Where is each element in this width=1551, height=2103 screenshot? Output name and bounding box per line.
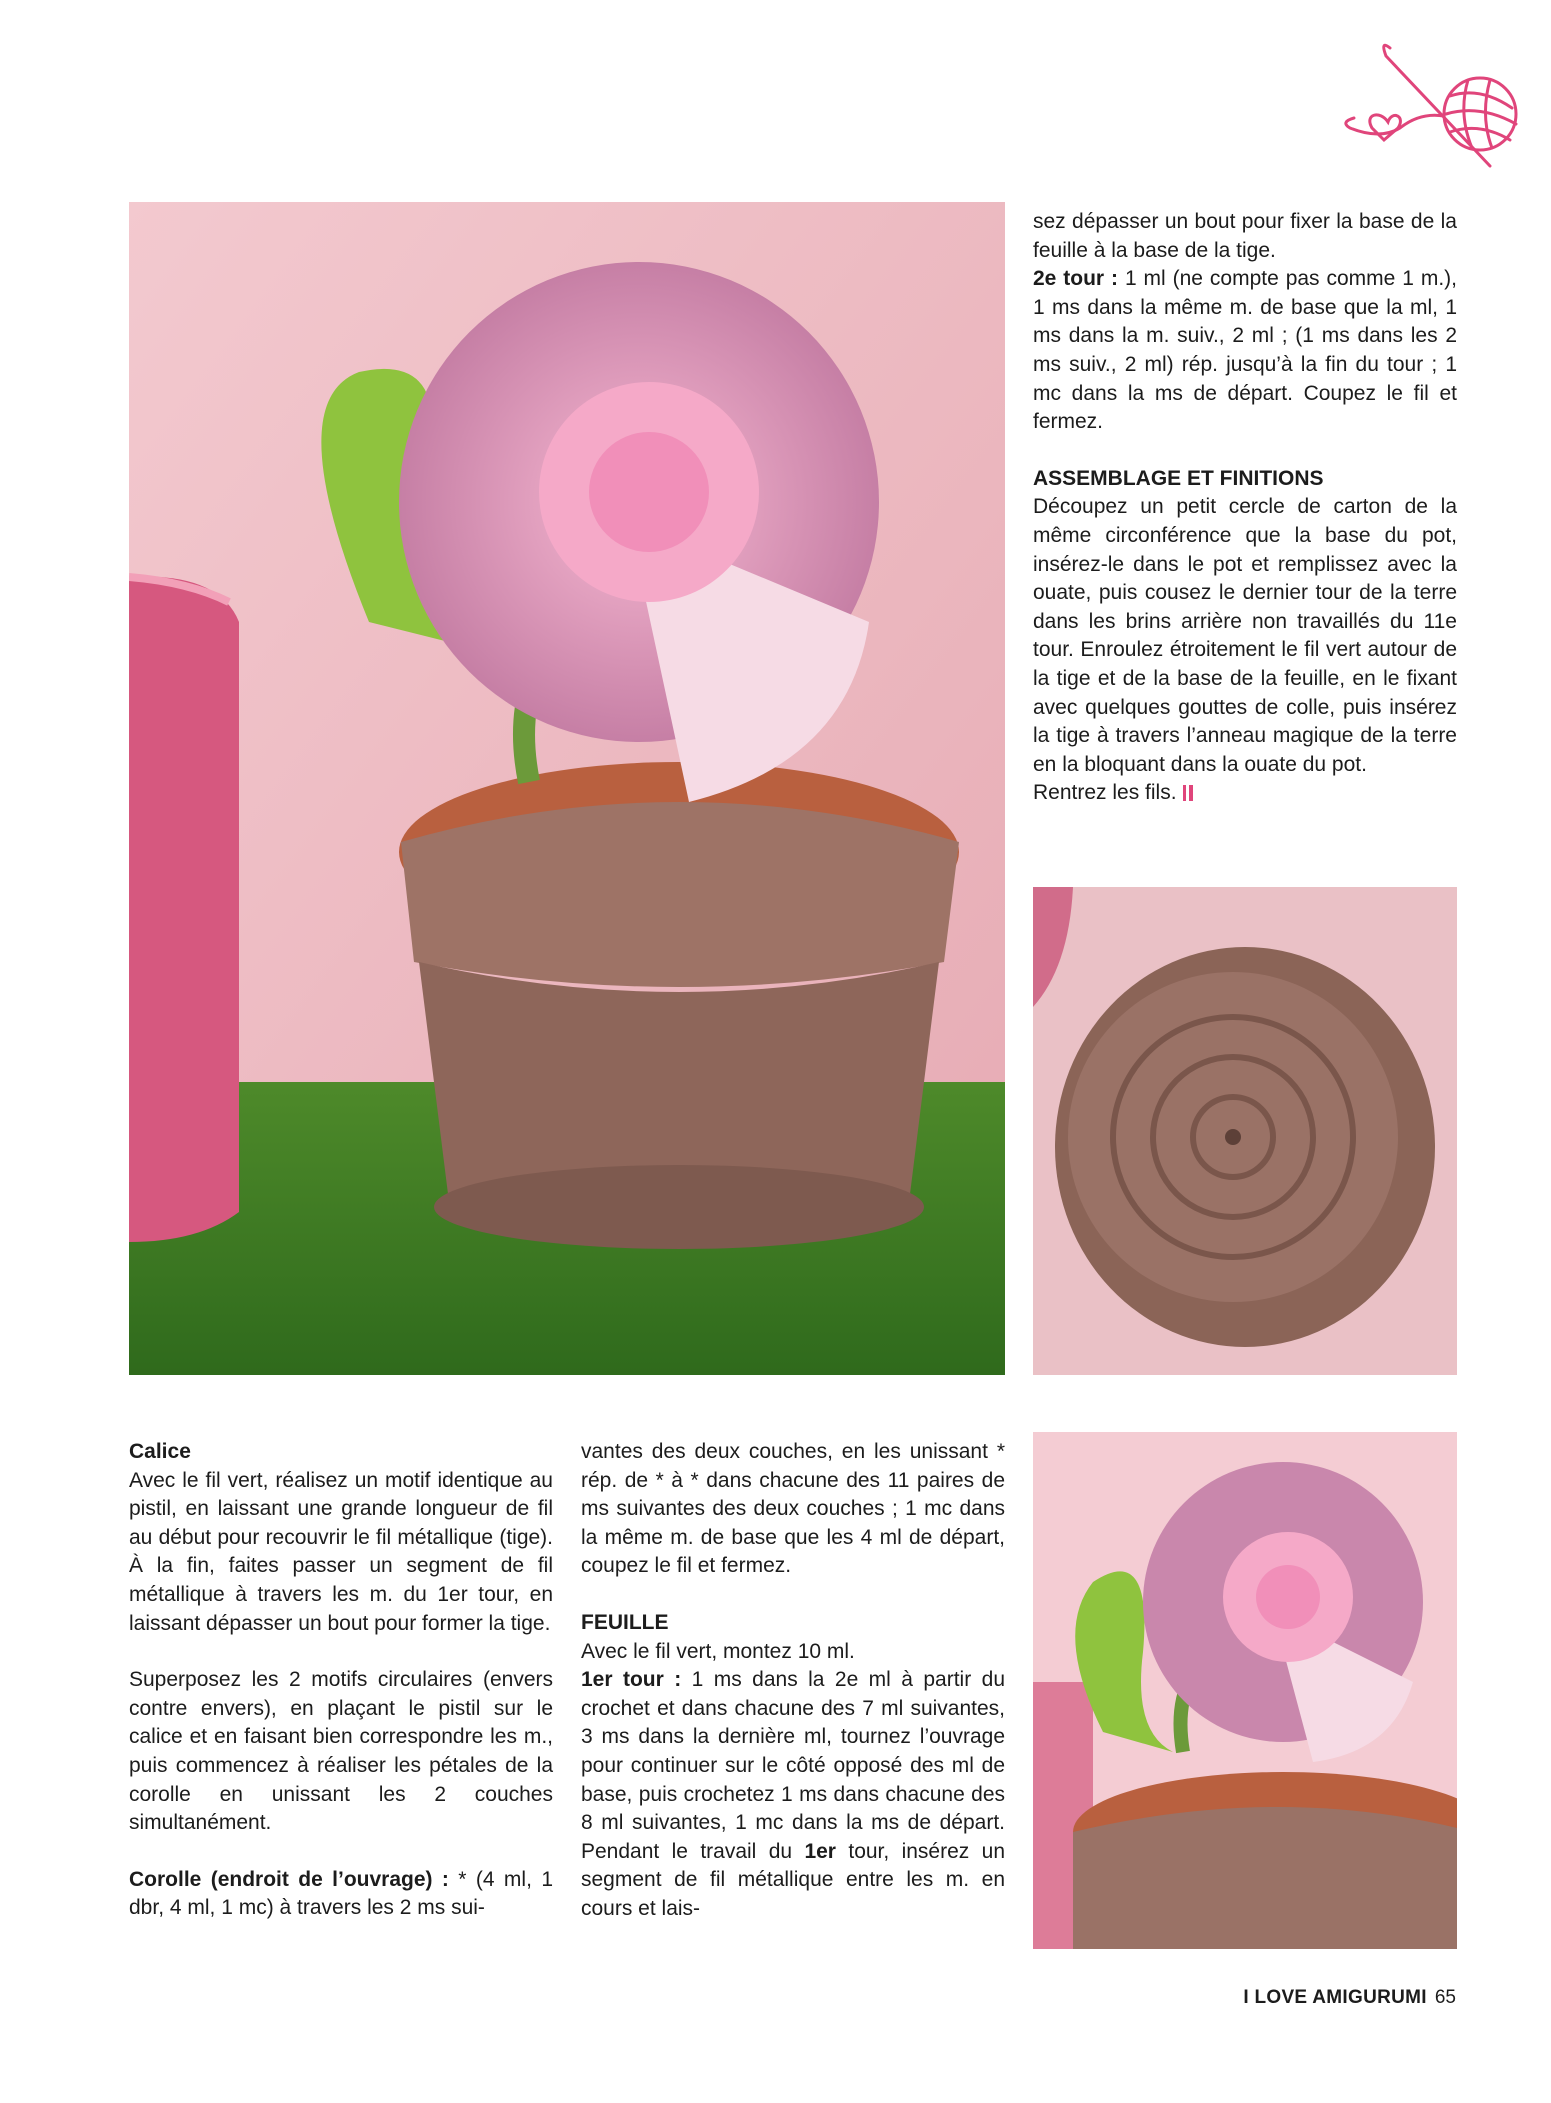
page-number: 65	[1434, 1987, 1456, 2008]
text-column-left	[129, 1438, 553, 1923]
paragraph: Découpez un petit cercle de carton de la même circonférence que la base du pot, insérez-le dans le pot et remplissez avec la ouate, puis cousez le dernier tour de la terre dans les brins arrière non travaillés du 11e tour. Enroulez étroitement le fil vert autour de la tige et de la base de la feuille, en le fixant avec quelques gouttes de colle, puis insérez la tige à travers l’anneau magique de la terre en la bloquant dans la ouate du pot.	[1033, 495, 1457, 776]
text-column-middle	[581, 1438, 1005, 1924]
paragraph: vantes des deux couches, en les unissant * rép. de * à * dans chacune des 11 paires de ms suivantes des deux couches ; 1 mc dans la même m. de base que les 4 ml de départ, coupez le fil et fermez.	[581, 1440, 1005, 1578]
bold-text: 1er	[804, 1839, 836, 1863]
magazine-name: I LOVE AMIGURUMI	[1243, 1987, 1427, 2008]
yarn-ball-hook-heart-icon	[1340, 36, 1520, 176]
section-heading: ASSEMBLAGE ET FINITIONS	[1033, 466, 1324, 490]
paragraph	[1033, 265, 1457, 437]
section-heading: Calice	[129, 1440, 191, 1463]
paragraph	[1033, 779, 1457, 808]
section-heading: FEUILLE	[581, 1610, 669, 1634]
paragraph-text: tour, insérez un segment de fil métallique entre les m. en cours et lais-	[581, 1839, 1006, 1920]
crochet-flower-photo	[1033, 1432, 1457, 1949]
end-mark-icon	[1183, 785, 1193, 801]
page-footer	[1243, 1987, 1456, 2009]
text-column-right	[1033, 208, 1457, 808]
paragraph-text: Rentrez les fils.	[1033, 781, 1177, 805]
round-label: 1er tour :	[581, 1668, 682, 1692]
paragraph-text: * (4 ml, 1 dbr, 4 ml, 1 mc) à travers les 2 ms sui-	[129, 1867, 553, 1920]
paragraph: Avec le fil vert, réalisez un motif identique au pistil, en laissant une grande longueur de fil au début pour recouvrir le fil métallique (tige). À la fin, faites passer un segment de fil métallique à travers les m. du 1er tour, en laissant dépasser un bout pour former la tige.	[129, 1468, 553, 1635]
paragraph: sez dépasser un bout pour fixer la base de la feuille à la base de la tige.	[1033, 210, 1457, 262]
paragraph	[581, 1666, 1005, 1923]
paragraph-text: 1 ms dans la 2e ml à partir du crochet et dans chacune des 7 ml suivantes, 3 ms dans la dernière ml, tournez l’ouvrage pour continuer sur le côté opposé des ml de base, puis crochetez 1 ms dans chacune des 8 ml suivantes, 1 mc dans la ms de départ. Pendant le travail du	[581, 1668, 1005, 1863]
paragraph-text: 1 ml (ne compte pas comme 1 m.), 1 ms dans la même m. de base que la ml, 1 ms dans la m. suiv., 2 ml ; (1 ms dans les 2 ms suiv., 2 ml) rép. jusqu’à la fin du tour ; 1 mc dans la ms de départ. Coupez le fil et fermez.	[1033, 267, 1457, 434]
paragraph: Superposez les 2 motifs circulaires (envers contre envers), en plaçant le pistil sur le calice et en faisant bien correspondre les m., puis commencez à réaliser les pétales de la corolle en unissant les 2 couches simultanément.	[129, 1668, 553, 1835]
crochet-pot-base-photo	[1033, 887, 1457, 1375]
paragraph: Avec le fil vert, montez 10 ml.	[581, 1639, 855, 1663]
paragraph	[129, 1866, 553, 1923]
crochet-flower-pot-photo	[129, 202, 1005, 1375]
round-label: 2e tour :	[1033, 267, 1119, 291]
round-label: Corolle (endroit de l’ouvrage) :	[129, 1867, 449, 1891]
